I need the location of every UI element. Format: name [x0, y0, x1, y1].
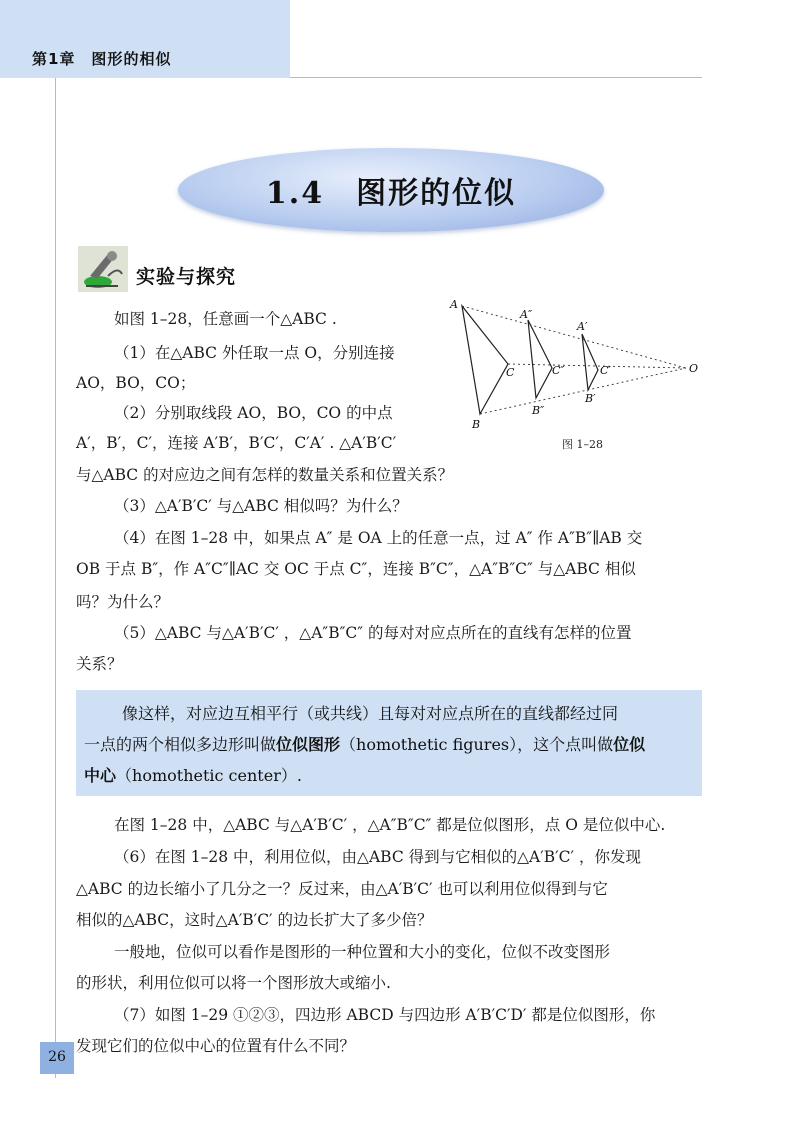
- term-homothetic-center-part1: 位似: [613, 735, 646, 754]
- paragraph-2a: （1）在△ABC 外任取一点 O，分别连接: [114, 344, 395, 362]
- label-C2: C″: [552, 364, 565, 377]
- after-q2b: △ABC 的边长缩小了几分之一？反过来，由△A′B′C′ 也可以利用位似得到与它: [76, 880, 608, 898]
- label-C: C: [506, 366, 515, 379]
- paragraph-6b: 关系？: [76, 655, 123, 673]
- label-A2: A″: [520, 308, 533, 321]
- paragraph-3b: A′，B′，C′，连接 A′B′，B′C′，C′A′ . △A′B′C′: [76, 434, 397, 452]
- left-margin-rule: [55, 78, 56, 1078]
- definition-line-1: 像这样，对应边互相平行（或共线）且每对对应点所在的直线都经过同: [122, 704, 619, 723]
- label-A: A: [450, 298, 458, 311]
- after-q2a: （6）在图 1–28 中，利用位似，由△ABC 得到与它相似的△A′B′C′ ，你发现: [114, 848, 641, 866]
- paragraph-5b: OB 于点 B″，作 A″C″∥AC 交 OC 于点 C″，连接 B″C″，△A″B″C″ 与△ABC 相似: [76, 560, 636, 578]
- paragraph-3a: （2）分别取线段 AO，BO，CO 的中点: [114, 404, 393, 422]
- label-O: O: [689, 362, 699, 375]
- definition-line-2-pre: 一点的两个相似多边形叫做: [84, 735, 277, 754]
- paragraph-4: （3）△A′B′C′ 与△ABC 相似吗？为什么？: [114, 497, 408, 515]
- label-B: B: [472, 418, 481, 431]
- label-C1: C′: [600, 364, 611, 377]
- after-q4a: （7）如图 1–29 ①②③，四边形 ABCD 与四边形 A′B′C′D′ 都是位似图形，你: [114, 1006, 656, 1024]
- paragraph-5a: （4）在图 1–28 中，如果点 A″ 是 OA 上的任意一点，过 A″ 作 A″B″∥AB 交: [114, 529, 643, 547]
- paragraph-2b: AO，BO，CO；: [76, 374, 196, 392]
- paragraph-6a: （5）△ABC 与△A′B′C′ ，△A″B″C″ 的每对对应点所在的直线有怎样的位置: [114, 624, 632, 642]
- label-A1: A′: [577, 320, 588, 333]
- microscope-icon: [78, 246, 128, 292]
- after-q3b: 的形状，利用位似可以将一个图形放大或缩小.: [76, 974, 391, 992]
- definition-line-3-post: （homothetic center）.: [116, 766, 302, 785]
- paragraph-1: 如图 1–28，任意画一个△ABC .: [114, 310, 337, 328]
- figure-1-28: [440, 290, 710, 440]
- after-q4b: 发现它们的位似中心的位置有什么不同？: [76, 1037, 356, 1055]
- paragraph-5c: 吗？为什么？: [76, 593, 170, 611]
- definition-line-2: [84, 734, 645, 756]
- after-q3a: 一般地，位似可以看作是图形的一种位置和大小的变化，位似不改变图形: [114, 943, 611, 961]
- after-q1: 在图 1–28 中，△ABC 与△A′B′C′ ，△A″B″C″ 都是位似图形，点 O 是位似中心.: [114, 816, 666, 834]
- term-homothetic-figures: 位似图形: [276, 735, 341, 754]
- figure-caption: 图 1–28: [562, 438, 603, 451]
- page-number: 26: [48, 1049, 66, 1065]
- definition-line-2-mid: （homothetic figures），这个点叫做: [340, 735, 614, 754]
- term-homothetic-center-part2: 中心: [84, 766, 117, 785]
- label-B1: B′: [585, 392, 596, 405]
- explore-title: 实验与探究: [136, 266, 237, 288]
- header-divider: [290, 77, 702, 78]
- definition-line-3: [84, 765, 302, 787]
- label-B2: B″: [532, 404, 545, 417]
- chapter-title: 第1章 图形的相似: [32, 50, 172, 68]
- paragraph-3c: 与△ABC 的对应边之间有怎样的数量关系和位置关系？: [76, 466, 454, 484]
- after-q2c: 相似的△ABC，这时△A′B′C′ 的边长扩大了多少倍？: [76, 911, 433, 929]
- section-title: 1.4 图形的位似: [265, 176, 517, 211]
